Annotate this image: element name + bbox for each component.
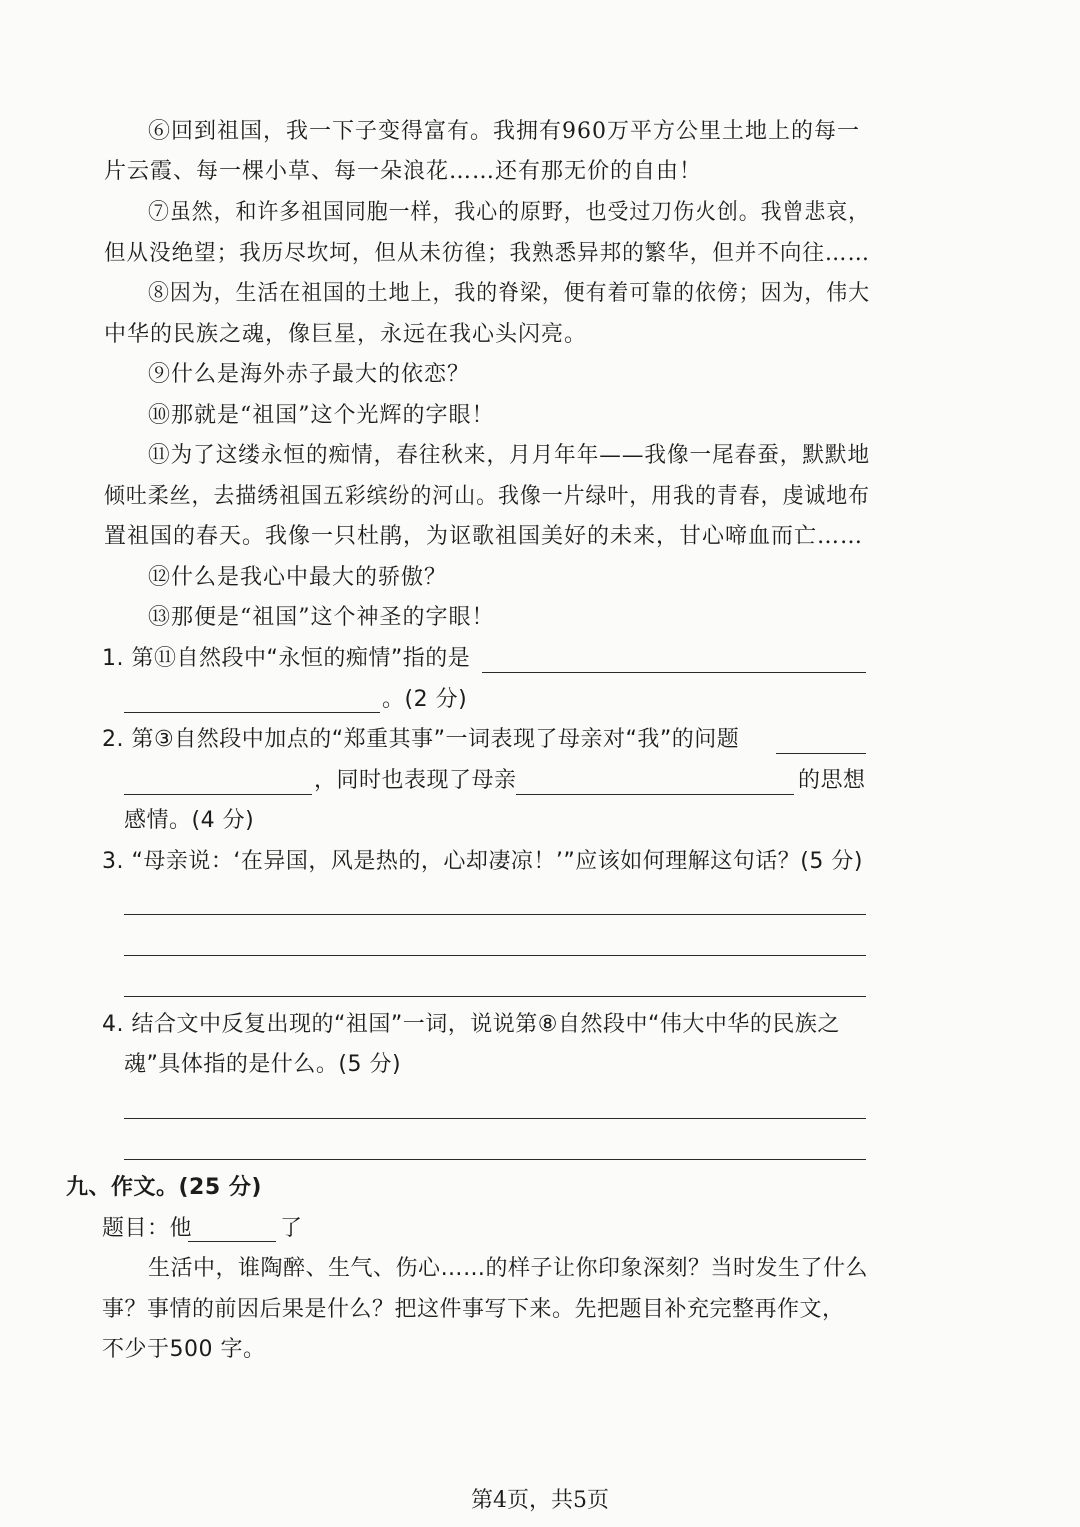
passage-p11-line1: ⑪为了这缕永恒的痴情，春往秋来，月月年年——我像一尾春蚕，默默地 — [148, 443, 871, 468]
question-1-answer-blank-1[interactable] — [482, 672, 866, 673]
question-2-text: 2. 第③自然段中加点的“郑重其事”一词表现了母亲对“我”的问题 — [102, 727, 740, 752]
passage-p7-line2: 但从没绝望；我历尽坎坷，但从未彷徨；我熟悉异邦的繁华，但并不向往…… — [104, 241, 870, 266]
question-2-mid-text: ，同时也表现了母亲 — [314, 768, 517, 793]
question-2-points: 感情。(4 分) — [124, 808, 255, 833]
question-3-answer-line-2[interactable] — [124, 955, 866, 956]
passage-p11-line3: 置祖国的春天。我像一只杜鹃，为讴歌祖国美好的未来，甘心啼血而亡…… — [104, 524, 864, 549]
passage-p8-line2: 中华的民族之魂，像巨星，永远在我心头闪亮。 — [104, 322, 588, 347]
question-2-answer-blank-1[interactable] — [776, 753, 866, 754]
question-1-points: 。(2 分) — [382, 687, 468, 712]
passage-p8-line1: ⑧因为，生活在祖国的土地上，我的脊梁，便有着可靠的依傍；因为，伟大 — [148, 281, 871, 306]
passage-p13: ⑬那便是“祖国”这个神圣的字眼！ — [148, 605, 495, 630]
passage-p10: ⑩那就是“祖国”这个光辉的字眼！ — [148, 403, 495, 428]
composition-desc-line2: 事？事情的前因后果是什么？把这件事写下来。先把题目补充完整再作文， — [102, 1297, 845, 1322]
passage-p12: ⑫什么是我心中最大的骄傲？ — [148, 565, 448, 590]
composition-title-blank[interactable] — [188, 1241, 276, 1242]
composition-desc-line1: 生活中，谁陶醉、生气、伤心……的样子让你印象深刻？当时发生了什么 — [148, 1256, 869, 1281]
passage-p6-line2: 片云霞、每一棵小草、每一朵浪花……还有那无价的自由！ — [104, 159, 703, 184]
question-4-answer-line-1[interactable] — [124, 1118, 866, 1119]
question-1-answer-blank-2[interactable] — [124, 712, 380, 713]
passage-p11-line2: 倾吐柔丝，去描绣祖国五彩缤纷的河山。我像一片绿叶，用我的青春，虔诚地布 — [104, 484, 871, 509]
question-2-answer-blank-2[interactable] — [124, 794, 312, 795]
passage-p6-line1: ⑥回到祖国，我一下子变得富有。我拥有960万平方公里土地上的每一 — [148, 119, 860, 144]
passage-p7-line1: ⑦虽然，和许多祖国同胞一样，我心的原野，也受过刀伤火创。我曾悲哀， — [148, 200, 871, 225]
question-1-text: 1. 第⑪自然段中“永恒的痴情”指的是 — [102, 646, 471, 671]
passage-p9: ⑨什么是海外赤子最大的依恋？ — [148, 362, 471, 387]
question-3-text: 3. “母亲说：‘在异国，风是热的，心却凄凉！’”应该如何理解这句话？(5 分) — [102, 849, 863, 874]
question-2-answer-blank-3[interactable] — [516, 794, 794, 795]
composition-heading: 九、作文。(25 分) — [66, 1175, 262, 1200]
question-3-answer-line-1[interactable] — [124, 914, 866, 915]
page-number: 第4页，共5页 — [471, 1488, 609, 1513]
question-3-answer-line-3[interactable] — [124, 996, 866, 997]
question-4-text-line2: 魂”具体指的是什么。(5 分) — [124, 1052, 402, 1077]
question-4-text-line1: 4. 结合文中反复出现的“祖国”一词，说说第⑧自然段中“伟大中华的民族之 — [102, 1012, 840, 1037]
question-2-end-text: 的思想 — [798, 768, 866, 793]
question-4-answer-line-2[interactable] — [124, 1159, 866, 1160]
composition-desc-line3: 不少于500 字。 — [102, 1337, 266, 1362]
composition-title-suffix: 了 — [280, 1216, 303, 1241]
composition-title-prefix: 题目：他 — [102, 1216, 193, 1241]
